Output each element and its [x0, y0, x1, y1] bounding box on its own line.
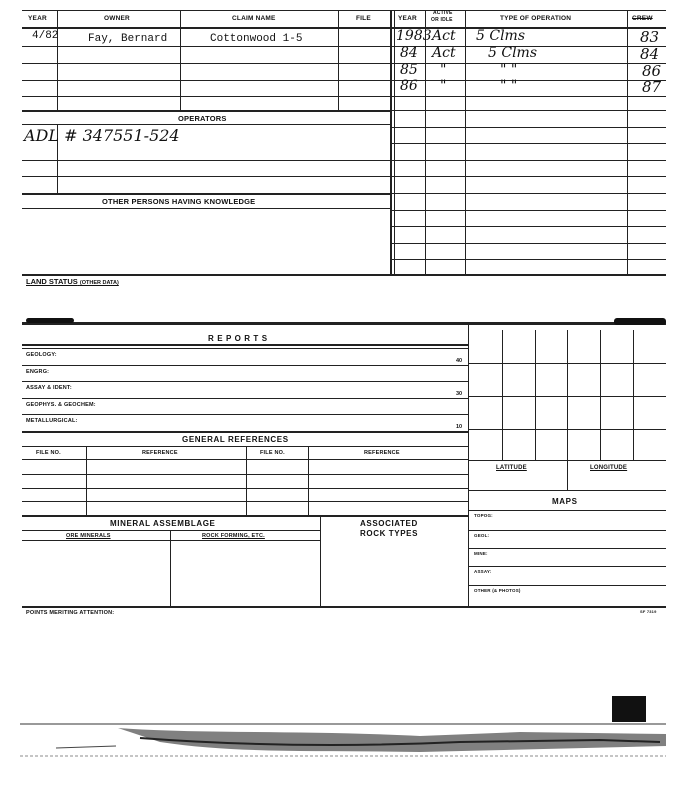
claim-owner: Fay, Bernard: [88, 33, 168, 45]
operation-crew: 84: [640, 45, 660, 63]
general-references-title: GENERAL REFERENCES: [182, 435, 289, 444]
operation-type: " ": [500, 78, 518, 94]
binder-bar-right: [614, 318, 666, 325]
report-row: ENGRG:: [26, 369, 50, 375]
operation-year: 1983: [396, 28, 432, 44]
report-row: GEOPHYS. & GEOCHEM:: [26, 402, 96, 408]
operation-status: ": [440, 78, 447, 94]
rock-types-label: ROCK TYPES: [360, 529, 419, 538]
operation-crew: 87: [642, 78, 662, 96]
operation-type: " ": [500, 62, 518, 78]
other-persons-title: OTHER PERSONS HAVING KNOWLEDGE: [102, 197, 256, 206]
operation-status: ": [440, 62, 447, 78]
claim-name-header: CLAIM NAME: [232, 15, 276, 22]
points-meriting-attention: POINTS MERITING ATTENTION:: [26, 610, 115, 616]
ore-minerals-header: ORE MINERALS: [66, 533, 111, 539]
reports-title: R E P O R T S: [208, 334, 268, 343]
longitude-label: LONGITUDE: [590, 465, 628, 471]
year2-header: YEAR: [398, 15, 417, 22]
claim-year: 4/82: [32, 30, 59, 42]
operation-type: 5 Clms: [476, 28, 526, 44]
ref-col-reference: REFERENCE: [142, 450, 178, 456]
form-number: SF 7319: [640, 609, 657, 614]
operation-type: 5 Clms: [488, 45, 538, 61]
map-row: MINE:: [474, 551, 488, 556]
map-row: GEOL:: [474, 533, 490, 538]
operation-status: Act: [432, 28, 456, 44]
ref-col-file-no: FILE NO.: [36, 450, 61, 456]
report-row: GEOLOGY:: [26, 352, 57, 358]
report-mark: 40: [456, 358, 463, 364]
year-header: YEAR: [28, 15, 47, 22]
report-row: ASSAY & IDENT:: [26, 385, 72, 391]
operation-status: Act: [432, 45, 456, 61]
land-status-title: LAND STATUS (OTHER DATA): [26, 277, 119, 286]
map-row: OTHER (& PHOTOS): [474, 588, 521, 593]
binder-bar-left: [26, 318, 74, 323]
operation-year: 85: [400, 62, 418, 78]
report-mark: 30: [456, 391, 463, 397]
mineral-assemblage-title: MINERAL ASSEMBLAGE: [110, 519, 216, 528]
operation-crew: 83: [640, 28, 660, 46]
operation-year: 84: [400, 45, 418, 61]
map-row: ASSAY:: [474, 569, 492, 574]
owner-header: OWNER: [104, 15, 130, 22]
active-header: ACTIVE: [433, 10, 453, 16]
operation-year: 86: [400, 78, 418, 94]
claim-name: Cottonwood 1-5: [210, 33, 303, 45]
ref-col-file-no: FILE NO.: [260, 450, 285, 456]
report-row: METALLURGICAL:: [26, 418, 78, 424]
operation-crew: 86: [642, 62, 662, 80]
maps-title: MAPS: [552, 497, 578, 506]
ref-col-reference: REFERENCE: [364, 450, 400, 456]
type-of-operation-header: TYPE OF OPERATION: [500, 15, 572, 22]
crew-header: CREW: [632, 15, 653, 22]
operators-title: OPERATORS: [178, 114, 227, 123]
file-header: FILE: [356, 15, 371, 22]
scan-noise: [0, 690, 678, 780]
latitude-label: LATITUDE: [496, 465, 527, 471]
rock-forming-header: ROCK FORMING, ETC.: [202, 533, 265, 539]
report-mark: 10: [456, 424, 463, 430]
map-row: TOPOG:: [474, 513, 493, 518]
idle-header: OR IDLE: [431, 17, 453, 23]
associated-label: ASSOCIATED: [360, 519, 418, 528]
operator-entry: ADL # 347551-524: [24, 126, 180, 145]
